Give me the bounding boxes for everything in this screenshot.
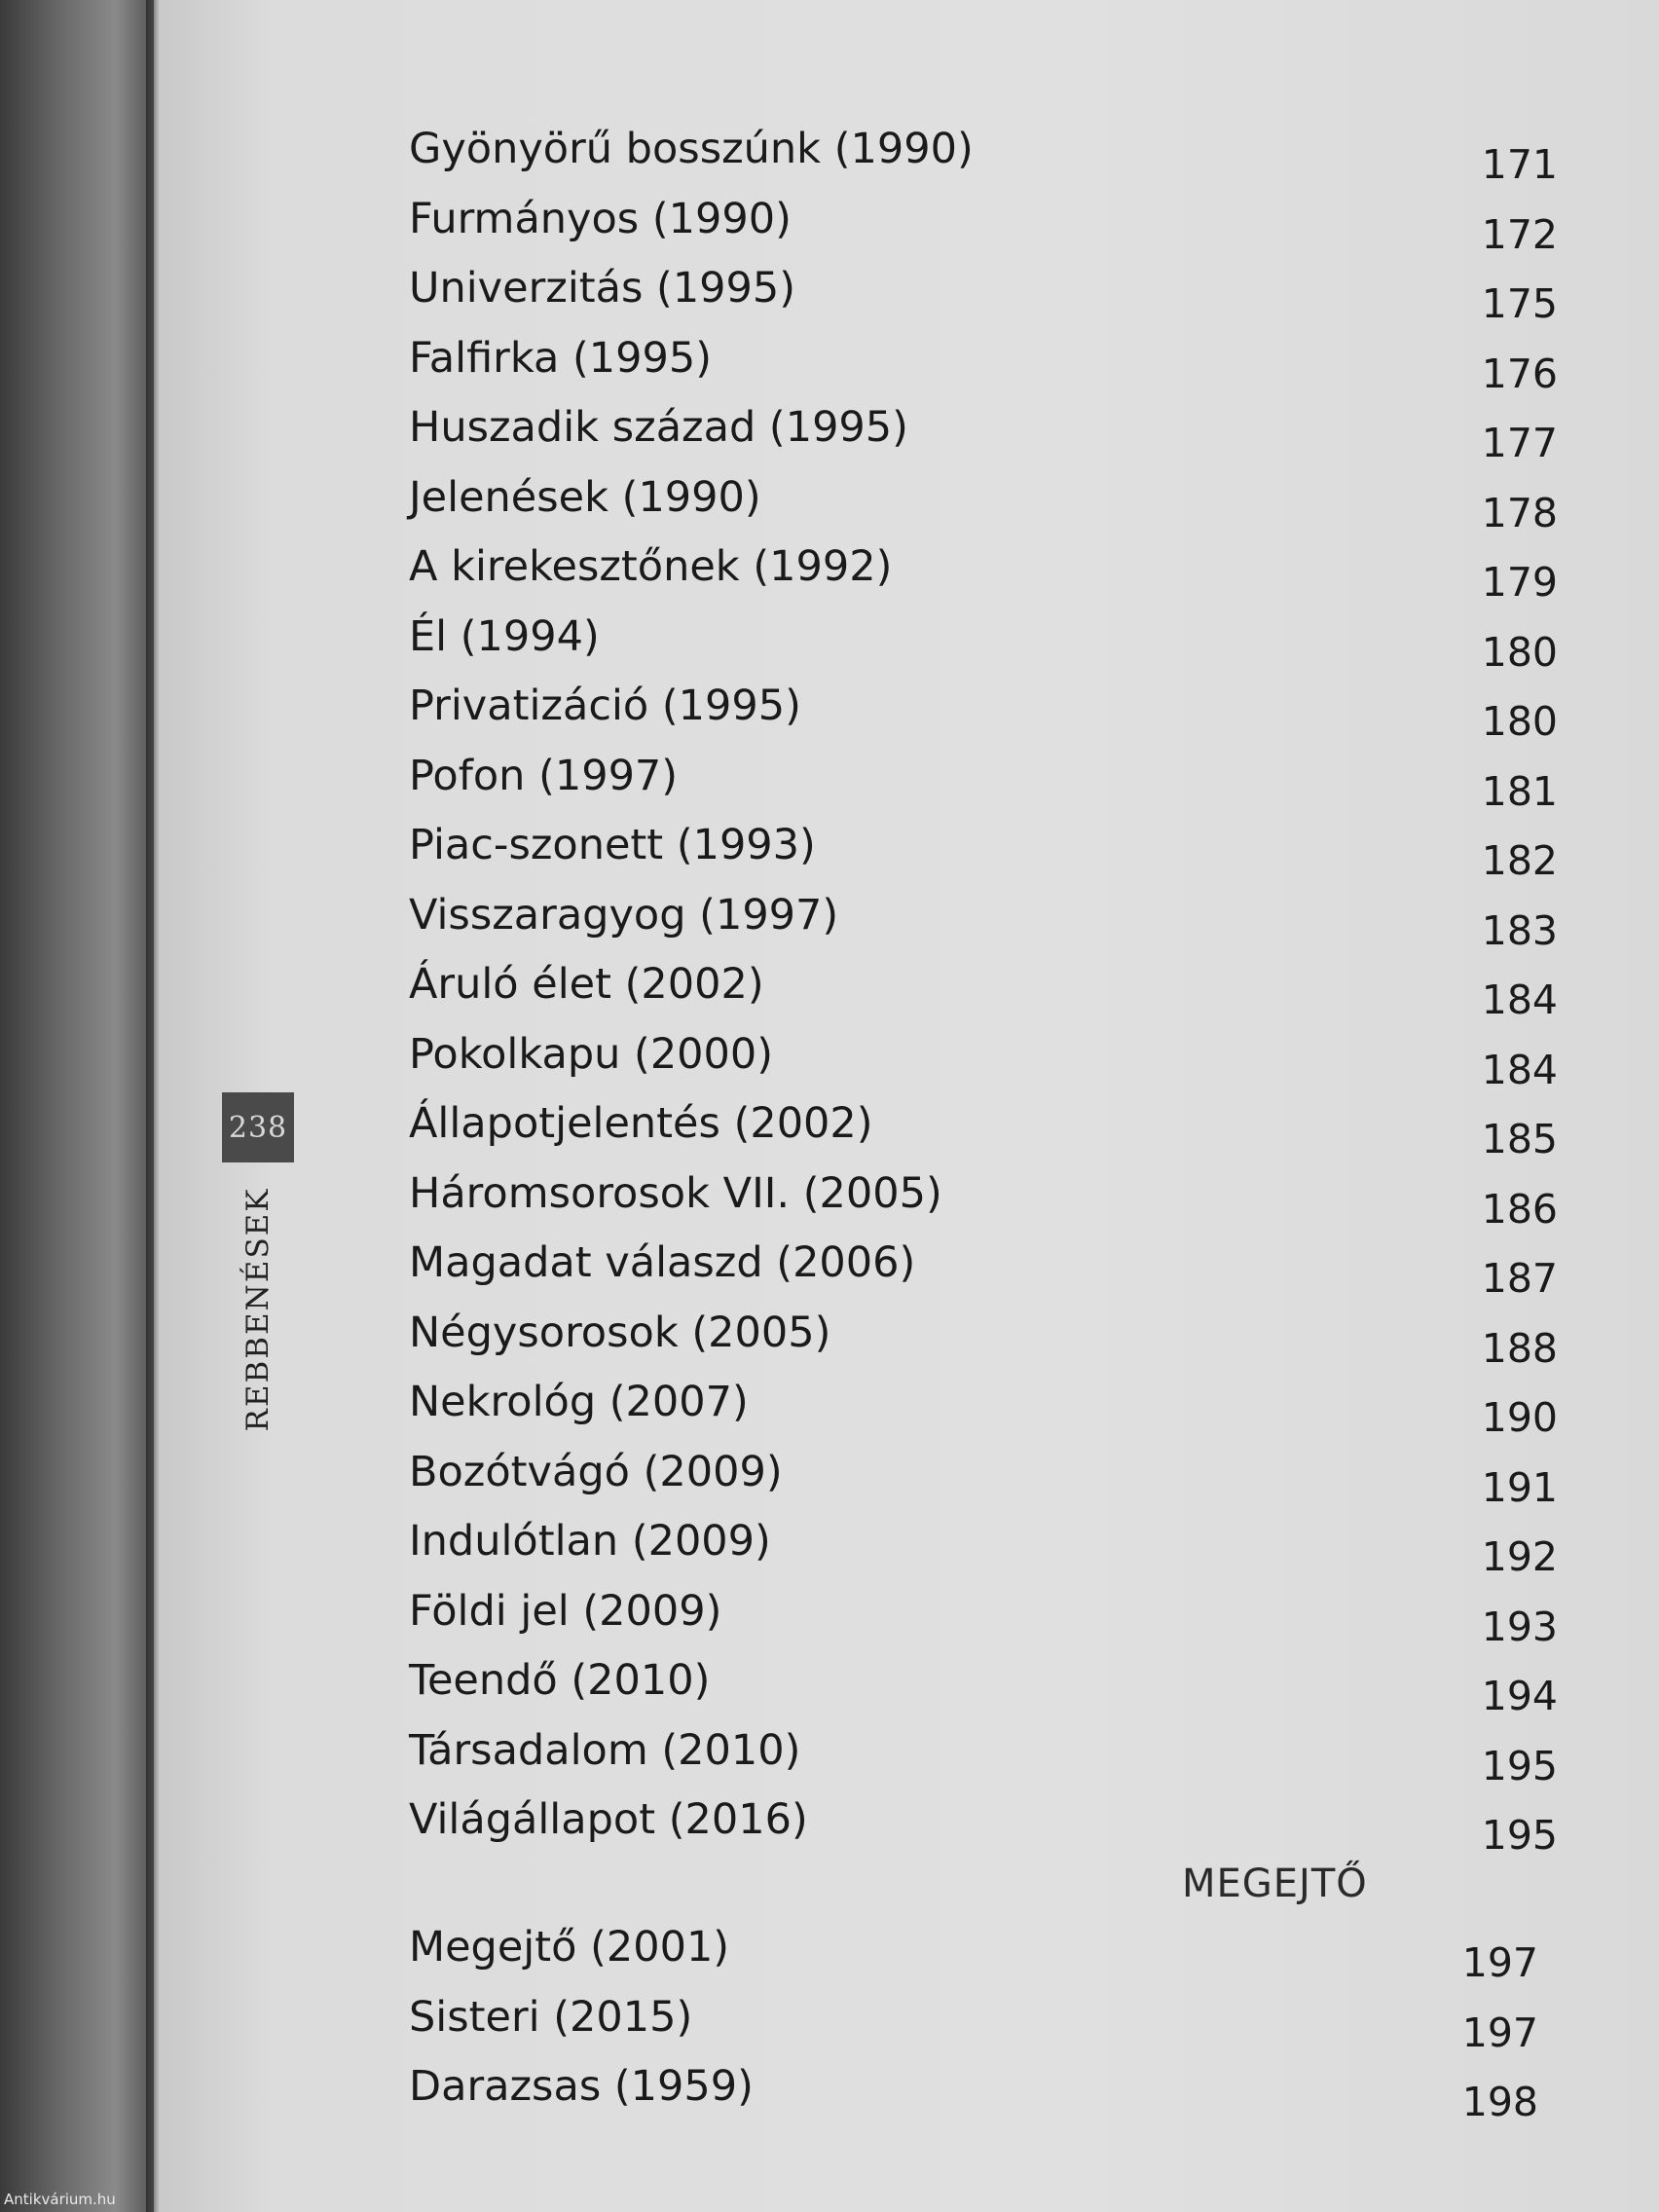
toc-entry: [409, 603, 1558, 676]
toc-entry-page: 180: [1481, 628, 1558, 676]
toc-entry-page: 188: [1481, 1324, 1558, 1372]
toc-entry-title: Huszadik század (1995): [409, 403, 908, 452]
toc-entry-page: 182: [1481, 837, 1558, 884]
toc-entry: [409, 742, 1558, 815]
toc-entry: [409, 1299, 1558, 1372]
toc-entry-page: 197: [1461, 2009, 1538, 2056]
toc-entry: [409, 1507, 1558, 1580]
toc-entry-page: 177: [1481, 420, 1558, 466]
toc-entry-page: 197: [1461, 1939, 1538, 1986]
toc-entry-page: 183: [1481, 906, 1558, 954]
running-head: REBBENÉSEK: [240, 1187, 276, 1432]
toc-entry: [409, 672, 1558, 745]
toc-entry-page: 187: [1481, 1255, 1558, 1302]
toc-entry-page: 185: [1481, 1116, 1558, 1162]
toc-entry-page: 186: [1481, 1185, 1558, 1233]
binding-shadow: [146, 0, 160, 2212]
toc-entry-title: Univerzitás (1995): [409, 264, 796, 313]
toc-entry-title: Falfirka (1995): [409, 333, 712, 383]
toc-entry-page: 194: [1481, 1673, 1558, 1719]
toc-entry-page: 193: [1481, 1603, 1558, 1650]
toc-entry: [409, 115, 1558, 188]
toc-entry-page: 178: [1481, 489, 1558, 536]
toc-entry-title: Állapotjelentés (2002): [409, 1099, 873, 1148]
toc-entry-title: Jelenések (1990): [409, 472, 761, 522]
toc-entry: [409, 1716, 1558, 1787]
toc-entry: [409, 811, 1558, 884]
toc-entry: [409, 1913, 1538, 1986]
toc-entry: [409, 533, 1558, 606]
toc-entry-title: Földi jel (2009): [409, 1586, 722, 1636]
toc-entry-page: 175: [1481, 280, 1558, 327]
toc-entry: [409, 1089, 1558, 1160]
toc-entry-title: Gyönyörű bosszúnk (1990): [409, 125, 974, 173]
toc-entry: [409, 1020, 1558, 1093]
toc-entry-title: Piac-szonett (1993): [409, 821, 816, 869]
toc-entry-title: Pokolkapu (2000): [409, 1029, 774, 1079]
toc-entry-title: Áruló élet (2002): [409, 960, 764, 1009]
watermark: Antikvárium.hu: [4, 2191, 116, 2208]
toc-entry-page: 195: [1481, 1742, 1558, 1789]
toc-entry: [409, 1368, 1558, 1441]
toc-entry: [409, 463, 1558, 534]
toc-entry-page: 191: [1481, 1463, 1558, 1511]
toc-entry-page: 180: [1481, 698, 1558, 745]
toc-entry-title: Sisteri (2015): [409, 1992, 693, 2042]
toc-entry: [409, 1438, 1558, 1511]
toc-entry-title: Él (1994): [409, 611, 600, 661]
toc-entry-title: Darazsas (1959): [409, 2062, 754, 2111]
toc-entry-page: 172: [1481, 210, 1558, 258]
toc-entry: [409, 254, 1558, 327]
toc-entry-title: A kirekesztőnek (1992): [409, 542, 893, 591]
toc-entry: [409, 1577, 1558, 1650]
toc-entry-page: 190: [1481, 1394, 1558, 1441]
toc-entry-title: Visszaragyog (1997): [409, 890, 839, 940]
table-of-contents: [409, 115, 1558, 1859]
toc-entry-page: 184: [1481, 977, 1558, 1023]
toc-entry: [409, 1160, 1558, 1233]
toc-entry-title: Négysorosok (2005): [409, 1308, 831, 1357]
toc-entry-title: Megejtő (2001): [409, 1923, 730, 1972]
toc-entry: [409, 185, 1558, 258]
toc-entry: [409, 324, 1558, 397]
toc-entry: [409, 1786, 1558, 1859]
toc-entry-title: Társadalom (2010): [409, 1725, 801, 1775]
toc-entry-page: 198: [1461, 2079, 1538, 2125]
toc-entry: [409, 1983, 1538, 2056]
toc-entry-page: 195: [1481, 1812, 1558, 1859]
toc-entry-page: 181: [1481, 767, 1558, 815]
toc-entry-title: Világállapot (2016): [409, 1795, 808, 1844]
toc-entry-title: Privatizáció (1995): [409, 682, 801, 730]
toc-entry-page: 171: [1481, 141, 1558, 188]
section-heading: MEGEJTŐ: [1182, 1862, 1368, 1906]
toc-entry-page: 179: [1481, 559, 1558, 606]
toc-entry: [409, 950, 1558, 1023]
toc-entry-title: Pofon (1997): [409, 751, 679, 800]
toc-entry: [409, 1646, 1558, 1719]
toc-entry-title: Nekrológ (2007): [409, 1378, 749, 1426]
toc-entry-title: Teendő (2010): [409, 1656, 711, 1705]
toc-entry-title: Furmányos (1990): [409, 194, 792, 243]
book-binding: [0, 0, 154, 2212]
toc-entry: [409, 2052, 1538, 2125]
toc-entry-title: Magadat válaszd (2006): [409, 1238, 916, 1287]
section-table-of-contents: [409, 1913, 1538, 2125]
page-number: 238: [222, 1092, 294, 1162]
toc-entry-title: Indulótlan (2009): [409, 1517, 771, 1566]
toc-entry-page: 184: [1481, 1046, 1558, 1093]
toc-entry-title: Bozótvágó (2009): [409, 1447, 783, 1496]
toc-entry-page: 176: [1481, 350, 1558, 397]
toc-entry: [409, 881, 1558, 954]
toc-entry-page: 192: [1481, 1533, 1558, 1580]
toc-entry-title: Háromsorosok VII. (2005): [409, 1168, 942, 1218]
toc-entry: [409, 1229, 1558, 1302]
toc-entry: [409, 393, 1558, 466]
